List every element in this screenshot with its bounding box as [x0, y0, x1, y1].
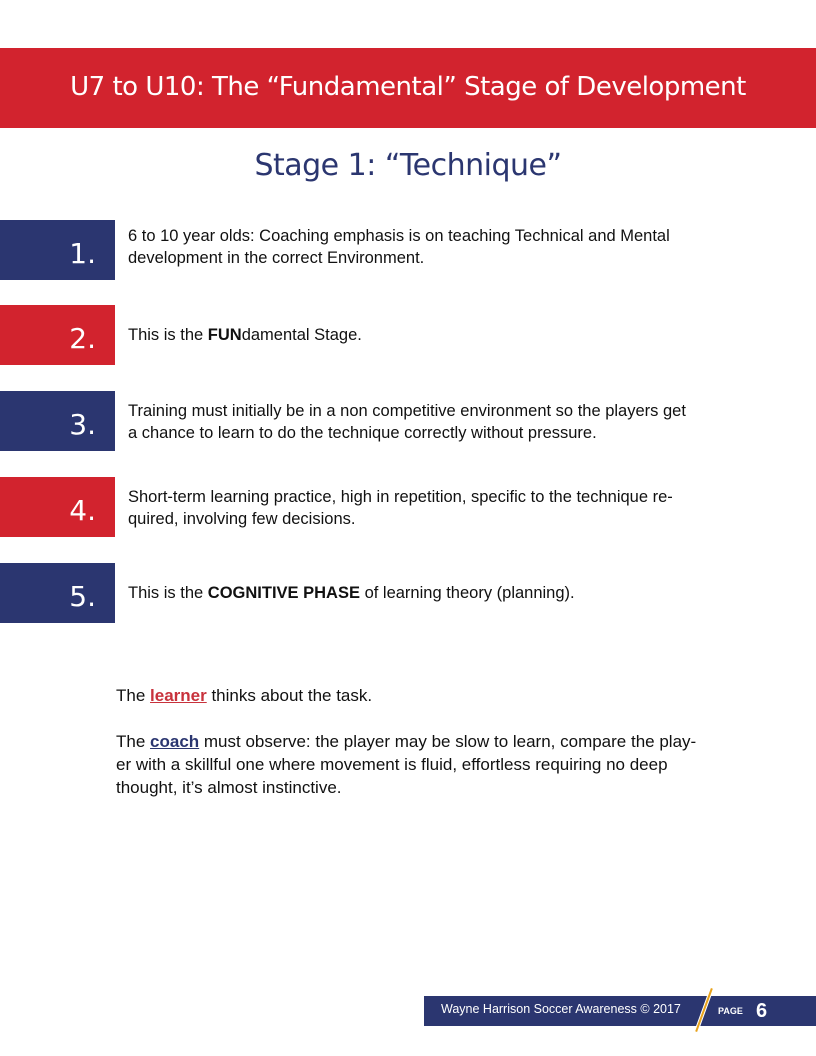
item-text-pre: This is the [128, 326, 208, 344]
coach-keyword: coach [150, 732, 200, 751]
list-item [0, 305, 816, 365]
item-text [128, 305, 768, 365]
item-number: 5. [69, 579, 96, 613]
list-item [0, 391, 816, 451]
item-text-bold: FUN [207, 326, 242, 344]
list-item [0, 477, 816, 537]
page-title: U7 to U10: The “Fundamental” Stage of Development [70, 72, 746, 102]
coach-paragraph [116, 730, 766, 799]
coach-line1: must observe: the player may be slow to learn, compare the play- [199, 732, 697, 751]
learner-paragraph [116, 684, 766, 707]
item-text [128, 217, 768, 277]
number-badge [0, 220, 115, 280]
page-label: PAGE [718, 1006, 743, 1016]
item-number: 2. [69, 321, 96, 355]
list-item [0, 220, 816, 280]
learner-keyword: learner [150, 686, 207, 705]
coach-line3: thought, it’s almost instinctive. [116, 778, 342, 797]
item-text [128, 478, 768, 538]
header-banner [0, 48, 816, 128]
item-text-line: a chance to learn to do the technique correctly without pressure. [128, 424, 597, 442]
item-text-line: Short-term learning practice, high in repetition, specific to the technique re- [128, 488, 673, 506]
item-number: 4. [69, 493, 96, 527]
footer-credit: Wayne Harrison Soccer Awareness © 2017 [441, 1002, 681, 1016]
page-number: 6 [756, 1000, 768, 1022]
learner-post: thinks about the task. [206, 686, 373, 705]
coach-line2: er with a skillful one where movement is fluid, effortless requiring no deep [116, 755, 668, 774]
number-badge [0, 563, 115, 623]
stage-title: Stage 1: “Technique” [254, 148, 562, 183]
item-text-line: 6 to 10 year olds: Coaching emphasis is on teaching Technical and Mental [128, 227, 670, 245]
item-number: 1. [69, 236, 96, 270]
item-number: 3. [69, 407, 96, 441]
list-item [0, 563, 816, 623]
item-text-post: of learning theory (planning). [359, 584, 575, 602]
item-text-pre: This is the [128, 584, 208, 602]
number-badge [0, 477, 115, 537]
item-text-line: Training must initially be in a non competitive environment so the players get [128, 402, 686, 420]
number-badge [0, 305, 115, 365]
item-text-bold: COGNITIVE PHASE [207, 584, 360, 602]
item-text-post: damental Stage. [241, 326, 362, 344]
learner-pre: The [116, 686, 151, 705]
item-text [128, 392, 768, 452]
item-text-line: development in the correct Environment. [128, 249, 425, 267]
item-text [128, 563, 768, 623]
item-text-line: quired, involving few decisions. [128, 510, 356, 528]
coach-pre: The [116, 732, 151, 751]
number-badge [0, 391, 115, 451]
